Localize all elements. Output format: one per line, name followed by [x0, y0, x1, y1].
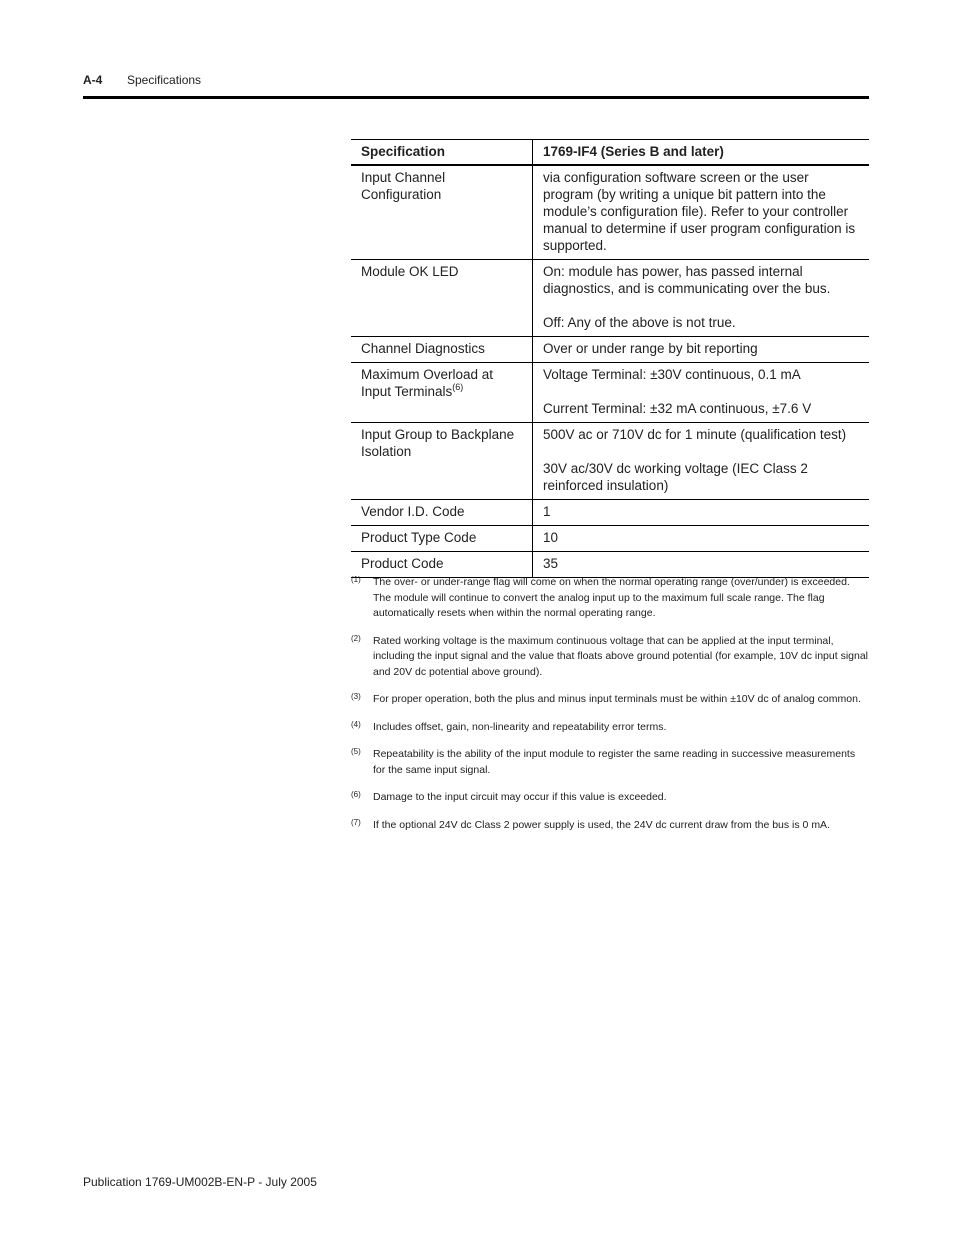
- footnote: [351, 634, 869, 681]
- column-header-value: 1769-IF4 (Series B and later): [533, 140, 870, 166]
- spec-value-cell: [533, 260, 870, 337]
- spec-name: Input Channel Configuration: [361, 170, 446, 202]
- spec-value-cell: [533, 500, 870, 526]
- footnote-text: Rated working voltage is the maximum continuous voltage that can be applied at the input terminal, including the input signal and the value that floats above ground potential (for example, 10V dc input signal and 20V dc potential above ground).: [373, 634, 868, 678]
- section-title: Specifications: [127, 73, 202, 87]
- spec-name-cell: [351, 500, 533, 526]
- footnote-text: Repeatability is the ability of the input module to register the same reading in successive measurements for the same input signal.: [373, 748, 856, 776]
- spec-name: Input Group to Backplane Isolation: [361, 427, 515, 459]
- spec-name-cell: [351, 165, 533, 260]
- spec-name-cell: [351, 337, 533, 363]
- spec-value: 30V ac/30V dc working voltage (IEC Class 2 reinforced insulation): [543, 461, 808, 493]
- footnote-text: For proper operation, both the plus and minus input terminals must be within ±10V dc of analog common.: [373, 693, 861, 705]
- specifications-table: [351, 139, 869, 578]
- table-row: [351, 526, 869, 552]
- footnote-text: Damage to the input circuit may occur if this value is exceeded.: [373, 791, 667, 803]
- footnote: [351, 692, 869, 708]
- spec-value: Current Terminal: ±32 mA continuous, ±7.6 V: [543, 401, 812, 416]
- spec-name: Channel Diagnostics: [361, 341, 485, 356]
- spec-name-cell: [351, 363, 533, 423]
- spec-value: 35: [543, 556, 559, 571]
- footnote: [351, 575, 869, 622]
- table-body: [351, 165, 869, 578]
- footnote: [351, 747, 869, 778]
- header-rule: [83, 96, 869, 99]
- spec-value-cell: [533, 337, 870, 363]
- spec-value: Over or under range by bit reporting: [543, 341, 758, 356]
- page-number: A-4: [83, 73, 103, 87]
- table-row: [351, 260, 869, 337]
- page-header: [83, 73, 869, 91]
- footnote-mark: (6): [351, 790, 361, 799]
- table-row: [351, 552, 869, 578]
- spec-value: Voltage Terminal: ±30V continuous, 0.1 mA: [543, 367, 801, 382]
- spec-value-cell: [533, 526, 870, 552]
- spec-value-cell: [533, 363, 870, 423]
- spec-name: Vendor I.D. Code: [361, 504, 465, 519]
- table-row: [351, 363, 869, 423]
- table-row: [351, 165, 869, 260]
- spec-value-cell: [533, 165, 870, 260]
- spec-value: Off: Any of the above is not true.: [543, 315, 736, 330]
- spec-name: Product Type Code: [361, 530, 477, 545]
- spec-name: Maximum Overload at Input Terminals: [361, 367, 494, 399]
- spec-name-cell: [351, 260, 533, 337]
- spec-name-cell: [351, 526, 533, 552]
- table-header-row: [351, 140, 869, 166]
- spec-value-cell: [533, 552, 870, 578]
- table-row: [351, 423, 869, 500]
- footnote-mark: (4): [351, 719, 361, 729]
- footnote-mark: (5): [351, 747, 361, 756]
- footnote-text: The over- or under-range flag will come on when the normal operating range (over/under) is exceeded. The module will continue to convert the analog input up to the maximum full scale range. The flag automatically resets when within the normal operating range.: [373, 576, 850, 619]
- spec-name-cell: [351, 423, 533, 500]
- spec-value: 1: [543, 504, 551, 519]
- footnotes: [351, 575, 869, 845]
- spec-name: Module OK LED: [361, 264, 459, 279]
- footnote-mark: (1): [351, 575, 361, 584]
- footnote: [351, 818, 869, 834]
- footnote: [351, 720, 869, 736]
- spec-value: 10: [543, 530, 559, 545]
- table-row: [351, 500, 869, 526]
- spec-value: via configuration software screen or the user program (by writing a unique bit pattern into the module’s configuration file). Refer to your controller manual to determine if user program configuration is supported.: [543, 170, 856, 253]
- footnote-text: Includes offset, gain, non-linearity and repeatability error terms.: [373, 720, 667, 733]
- footnote: [351, 790, 869, 806]
- page-footer: Publication 1769-UM002B-EN-P - July 2005: [83, 1175, 317, 1189]
- footnote-mark: (7): [351, 817, 361, 827]
- footnote-text: If the optional 24V dc Class 2 power supply is used, the 24V dc current draw from the bus is 0 mA.: [373, 818, 830, 831]
- spec-value: 500V ac or 710V dc for 1 minute (qualification test): [543, 427, 847, 442]
- table-row: [351, 337, 869, 363]
- column-header-specification: Specification: [351, 140, 533, 166]
- footnote-mark: (3): [351, 692, 361, 701]
- spec-name-cell: [351, 552, 533, 578]
- footnote-mark: (2): [351, 633, 361, 643]
- spec-name: Product Code: [361, 556, 444, 571]
- spec-value: On: module has power, has passed internal diagnostics, and is communicating over the bus.: [543, 264, 831, 296]
- spec-value-cell: [533, 423, 870, 500]
- footnote-reference: (6): [452, 381, 464, 392]
